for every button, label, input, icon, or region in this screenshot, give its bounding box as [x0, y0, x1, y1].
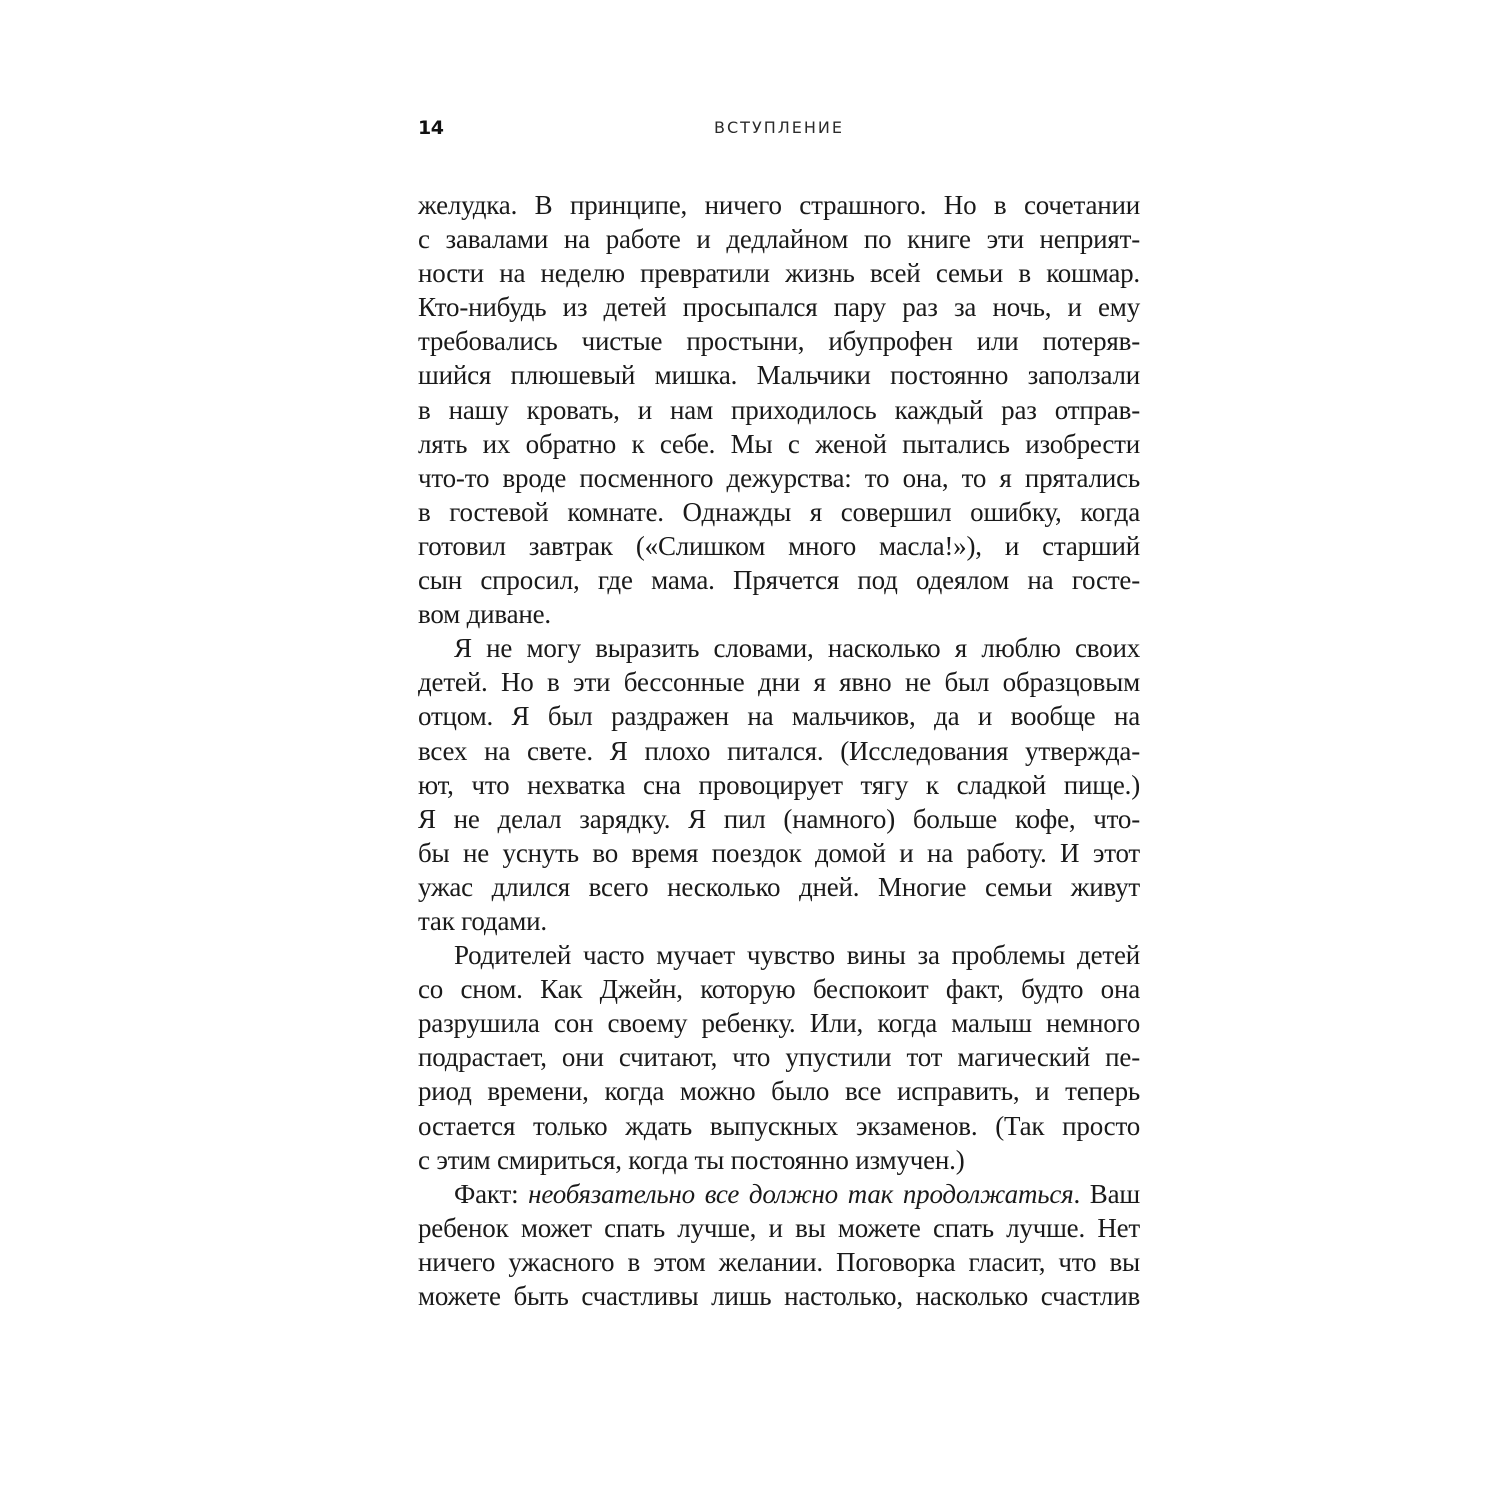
text-line: всех на свете. Я плохо питался. (Исследования утвержда-: [418, 735, 1140, 766]
text-line: ют, что нехватка сна провоцирует тягу к сладкой пище.): [418, 769, 1140, 800]
text-line: подрастает, они считают, что упустили тот магический пе-: [418, 1042, 1140, 1073]
text-line: в гостевой комнате. Однажды я совершил ошибку, когда: [418, 496, 1140, 527]
emphasis-text: необязательно все должно так продолжаться: [528, 1178, 1074, 1209]
text-line: риод времени, когда можно было все исправить, и теперь: [418, 1076, 1140, 1107]
text-line: можете быть счастливы лишь настолько, насколько счастлив: [418, 1281, 1140, 1311]
text-line: требовались чистые простыни, ибупрофен или потеряв-: [418, 326, 1140, 357]
text-run: . Ваш: [1073, 1178, 1140, 1209]
paragraph-3: [418, 938, 1140, 1177]
text-line: желудка. В принципе, ничего страшного. Но в сочетании: [418, 190, 1140, 220]
text-line: бы не уснуть во время поездок домой и на работу. И этот: [418, 837, 1140, 868]
text-line: готовил завтрак («Слишком много масла!»), и старший: [418, 530, 1140, 561]
text-run: Факт:: [454, 1178, 529, 1209]
text-line: лять их обратно к себе. Мы с женой пытались изобрести: [418, 428, 1140, 459]
text-line: Я не делал зарядку. Я пил (намного) больше кофе, что-: [418, 803, 1140, 834]
text-line: что-то вроде посменного дежурства: то она, то я прятались: [418, 462, 1140, 493]
text-line: ничего ужасного в этом желании. Поговорка гласит, что вы: [418, 1246, 1140, 1277]
text-line: отцом. Я был раздражен на мальчиков, да и вообще на: [418, 701, 1140, 732]
text-line: ности на неделю превратили жизнь всей семьи в кошмар.: [418, 258, 1140, 289]
page-number: 14: [418, 117, 444, 139]
text-line: Я не могу выразить словами, насколько я люблю своих: [454, 633, 1140, 664]
running-head: [418, 117, 1140, 143]
text-line: Родителей часто мучает чувство вины за проблемы детей: [454, 940, 1140, 971]
text-line: с этим смириться, когда ты постоянно измучен.): [418, 1144, 965, 1175]
paragraph-1: [418, 188, 1140, 631]
text-line: разрушила сон своему ребенку. Или, когда малыш немного: [418, 1008, 1140, 1039]
text-line: сын спросил, где мама. Прячется под одеялом на госте-: [418, 565, 1140, 596]
text-line-mixed: [418, 1177, 1140, 1211]
paragraph-2: [418, 631, 1140, 938]
text-line: Кто-нибудь из детей просыпался пару раз за ночь, и ему: [418, 292, 1140, 323]
text-line: остается только ждать выпускных экзаменов. (Так просто: [418, 1110, 1140, 1141]
text-line: вом диване.: [418, 599, 551, 630]
text-line: с завалами на работе и дедлайном по книге эти неприят-: [418, 224, 1140, 255]
text-line: детей. Но в эти бессонные дни я явно не был образцовым: [418, 667, 1140, 698]
text-line: так годами.: [418, 905, 547, 936]
text-line: в нашу кровать, и нам приходилось каждый раз отправ-: [418, 394, 1140, 425]
text-line: ужас длился всего несколько дней. Многие семьи живут: [418, 871, 1140, 902]
chapter-title: ВСТУПЛЕНИЕ: [714, 118, 844, 137]
text-line: со сном. Как Джейн, которую беспокоит факт, будто она: [418, 974, 1140, 1005]
paragraph-4: [418, 1177, 1140, 1313]
text-line: ребенок может спать лучше, и вы можете спать лучше. Нет: [418, 1212, 1140, 1243]
text-line: шийся плюшевый мишка. Мальчики постоянно заползали: [418, 360, 1140, 391]
body-text: [418, 188, 1140, 1313]
